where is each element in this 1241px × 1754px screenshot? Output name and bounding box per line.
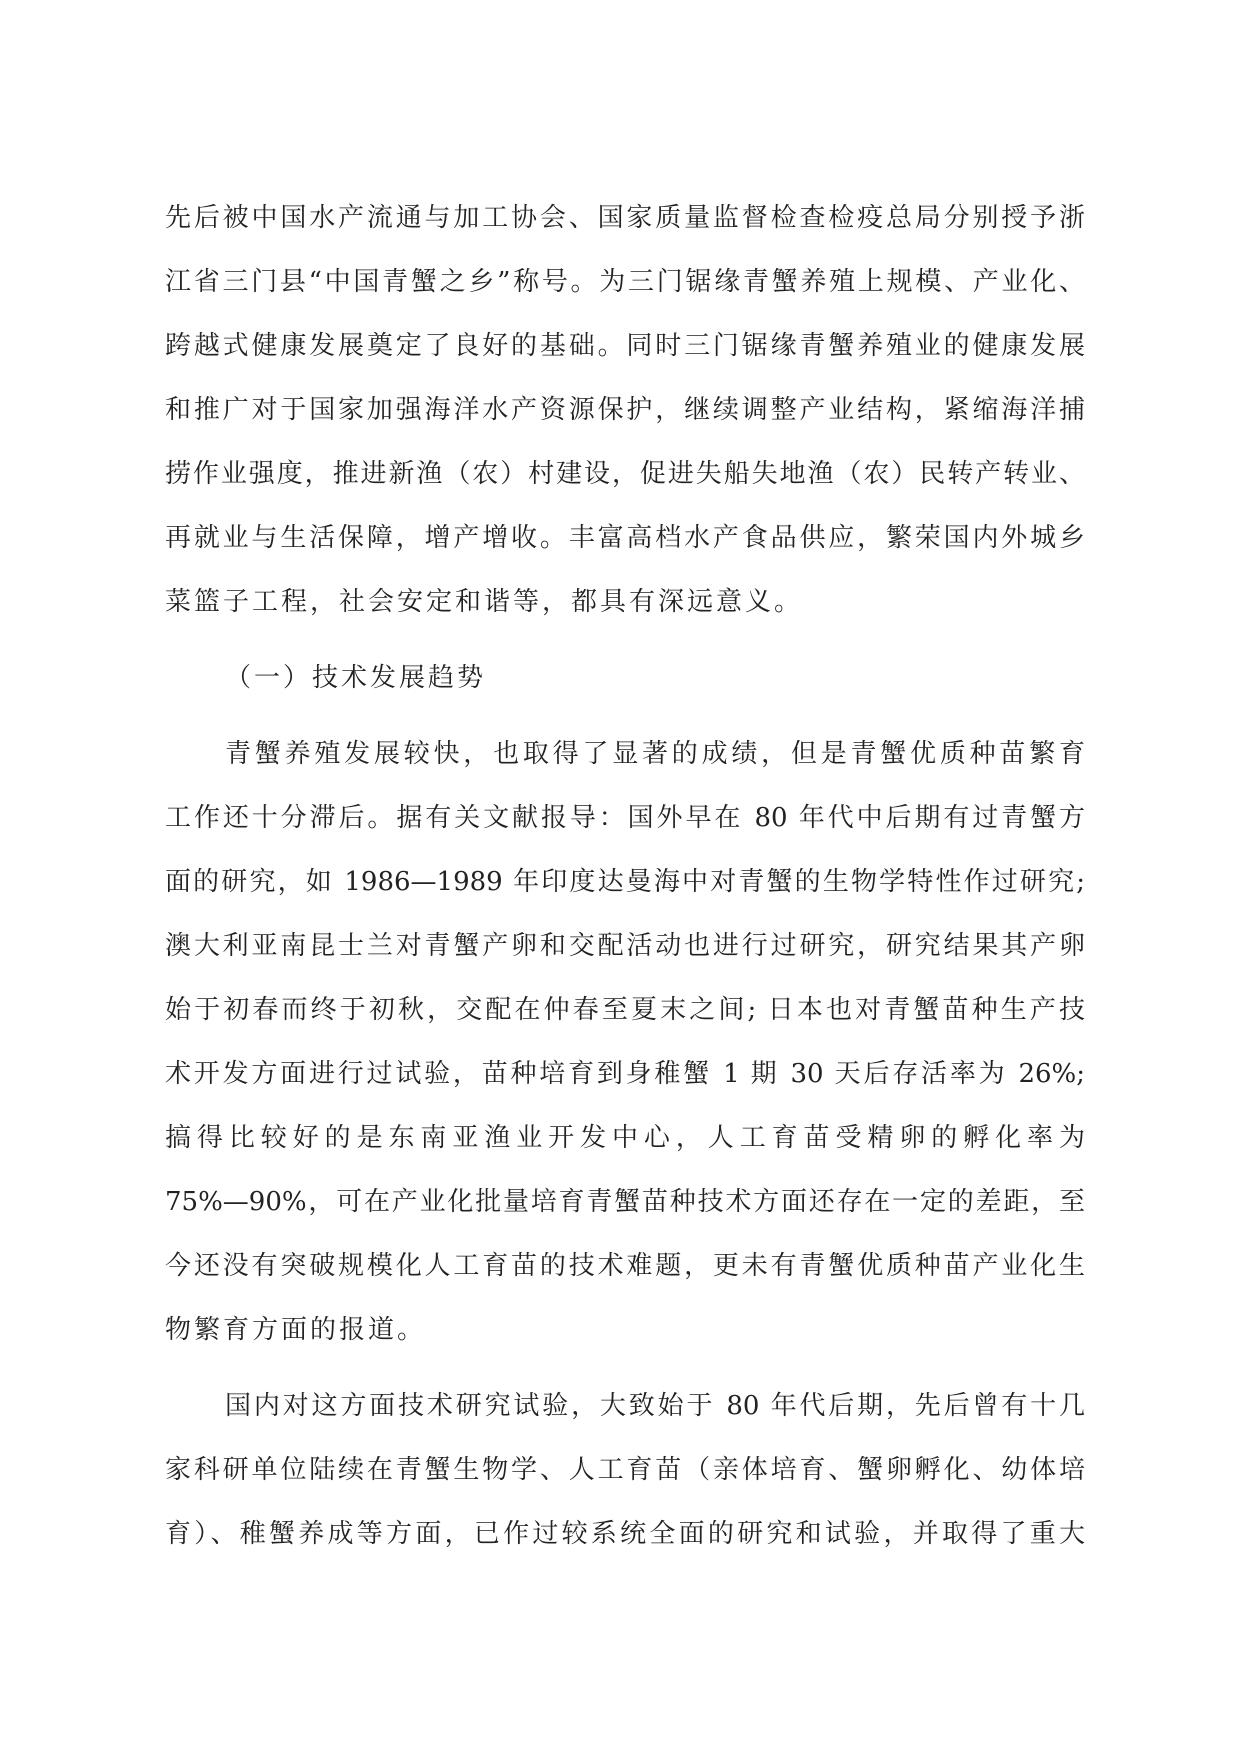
text-line: 江省三门县“中国青蟹之乡”称号。为三门锯缘青蟹养殖上规模、产业化、	[165, 267, 1085, 297]
paragraph-domestic-research	[165, 1374, 1085, 1566]
text-line: 工作还十分滞后。据有关文献报导：国外早在 80 年代中后期有过青蟹方	[165, 803, 1085, 833]
paragraph-international-research	[165, 722, 1085, 1362]
text-line: 国内对这方面技术研究试验，大致始于 80 年代后期，先后曾有十几	[225, 1391, 1085, 1421]
text-line: 搞得比较好的是东南亚渔业开发中心，人工育苗受精卵的孵化率为	[165, 1123, 1085, 1153]
text-line: 育）、稚蟹养成等方面，已作过较系统全面的研究和试验，并取得了重大	[165, 1519, 1085, 1549]
text-line: 菜篮子工程，社会安定和谐等，都具有深远意义。	[165, 587, 804, 617]
paragraph-significance	[165, 186, 1085, 634]
text-line: 物繁育方面的报道。	[165, 1315, 427, 1345]
text-line: 和推广对于国家加强海洋水产资源保护，继续调整产业结构，紧缩海洋捕	[165, 395, 1085, 425]
text-line: 家科研单位陆续在青蟹生物学、人工育苗（亲体培育、蟹卵孵化、幼体培	[165, 1455, 1085, 1485]
text-line: 澳大利亚南昆士兰对青蟹产卵和交配活动也进行过研究，研究结果其产卵	[165, 931, 1085, 961]
text-line: 术开发方面进行过试验，苗种培育到身稚蟹 1 期 30 天后存活率为 26%;	[165, 1059, 1085, 1089]
text-line: 青蟹养殖发展较快，也取得了显著的成绩，但是青蟹优质种苗繁育	[225, 739, 1085, 769]
text-line: 面的研究，如 1986—1989 年印度达曼海中对青蟹的生物学特性作过研究;	[165, 867, 1085, 897]
text-line: 跨越式健康发展奠定了良好的基础。同时三门锯缘青蟹养殖业的健康发展	[165, 331, 1085, 361]
text-line: 再就业与生活保障，增产增收。丰富高档水产食品供应，繁荣国内外城乡	[165, 523, 1085, 553]
document-page	[165, 186, 1085, 1578]
text-line: 今还没有突破规模化人工育苗的技术难题，更未有青蟹优质种苗产业化生	[165, 1251, 1085, 1281]
section-heading	[165, 646, 1085, 710]
section-heading-text: （一）技术发展趋势	[225, 663, 487, 693]
text-line: 捞作业强度，推进新渔（农）村建设，促进失船失地渔（农）民转产转业、	[165, 459, 1085, 489]
text-line: 先后被中国水产流通与加工协会、国家质量监督检查检疫总局分别授予浙	[165, 203, 1085, 233]
text-line: 始于初春而终于初秋，交配在仲春至夏末之间; 日本也对青蟹苗种生产技	[165, 995, 1085, 1025]
text-line: 75%—90%，可在产业化批量培育青蟹苗种技术方面还存在一定的差距，至	[165, 1187, 1085, 1217]
